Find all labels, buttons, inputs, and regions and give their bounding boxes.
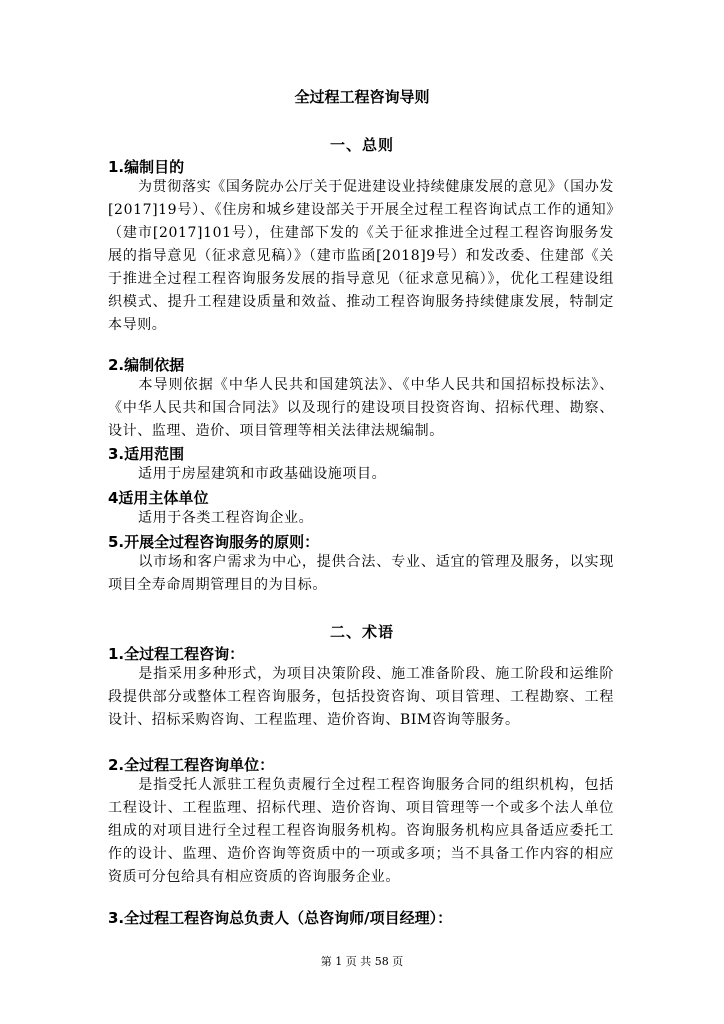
heading-term-unit: 2.全过程工程咨询单位： [108, 756, 275, 774]
paragraph-term-unit-text: 是指受托人派驻工程负责履行全过程工程咨询服务合同的组织机构，包括工程设计、工程监理、招标代理、造价咨询、项目管理等一个或多个法人单位组成的对项目进行全过程工程咨询服务机构。咨询服务机构应具备适应委托工作的设计、监理、造价咨询等资质中的一项或多项；当不具备工作内容的相应资质可分包给具有相应资质的咨询服务企业。 [108, 777, 614, 885]
paragraph-scope-text: 适用于房屋建筑和市政基础设施项目。 [138, 466, 387, 482]
paragraph-scope [108, 463, 614, 486]
document-title: 全过程工程咨询导则 [294, 88, 430, 106]
section-title-general: 一、总则 [329, 136, 394, 154]
paragraph-subject-text: 适用于各类工程咨询企业。 [138, 510, 314, 526]
paragraph-purpose [108, 176, 614, 337]
heading-term-director: 3.全过程工程咨询总负责人（总咨询师/项目经理）： [108, 909, 453, 927]
heading-term-consulting: 1.全过程工程咨询： [108, 645, 245, 663]
paragraph-principle [108, 551, 614, 597]
heading-purpose: 1.编制目的 [108, 158, 185, 176]
paragraph-term-consulting-text: 是指采用多种形式，为项目决策阶段、施工准备阶段、施工阶段和运维阶段提供部分或整体工程咨询服务，包括投资咨询、项目管理、工程勘察、工程设计、招标采购咨询、工程监理、造价咨询、BIM咨询等服务。 [108, 666, 614, 728]
paragraph-term-unit [108, 774, 614, 889]
heading-basis: 2.编制依据 [108, 356, 185, 374]
paragraph-basis-text: 本导则依据《中华人民共和国建筑法》、《中华人民共和国招标投标法》、《中华人民共和国合同法》以及现行的建设项目投资咨询、招标代理、勘察、设计、监理、造价、项目管理等相关法律法规编制。 [108, 377, 614, 439]
page-number-footer: 第 1 页 共 58 页 [320, 955, 404, 968]
paragraph-purpose-text: 为贯彻落实《国务院办公厅关于促进建设业持续健康发展的意见》（国办发[2017]19号）、《住房和城乡建设部关于开展全过程工程咨询试点工作的通知》（建市[2017]101号），住建部下发的《关于征求推进全过程工程咨询服务发展的指导意见（征求意见稿）》（建市监函[2018]9号）和发改委、住建部《关于推进全过程工程咨询服务发展的指导意见（征求意见稿）》，优化工程建设组织模式、提升工程建设质量和效益、推动工程咨询服务持续健康发展，特制定本导则。 [108, 179, 614, 333]
paragraph-principle-text: 以市场和客户需求为中心，提供合法、专业、适宜的管理及服务，以实现项目全寿命周期管理目的为目标。 [108, 554, 614, 593]
paragraph-term-consulting [108, 663, 614, 732]
heading-scope: 3.适用范围 [108, 445, 185, 463]
section-title-terms: 二、术语 [329, 623, 394, 641]
heading-subject: 4适用主体单位 [108, 489, 209, 507]
paragraph-basis [108, 374, 614, 443]
heading-principle: 5.开展全过程咨询服务的原则： [108, 533, 320, 551]
paragraph-subject [108, 507, 614, 530]
